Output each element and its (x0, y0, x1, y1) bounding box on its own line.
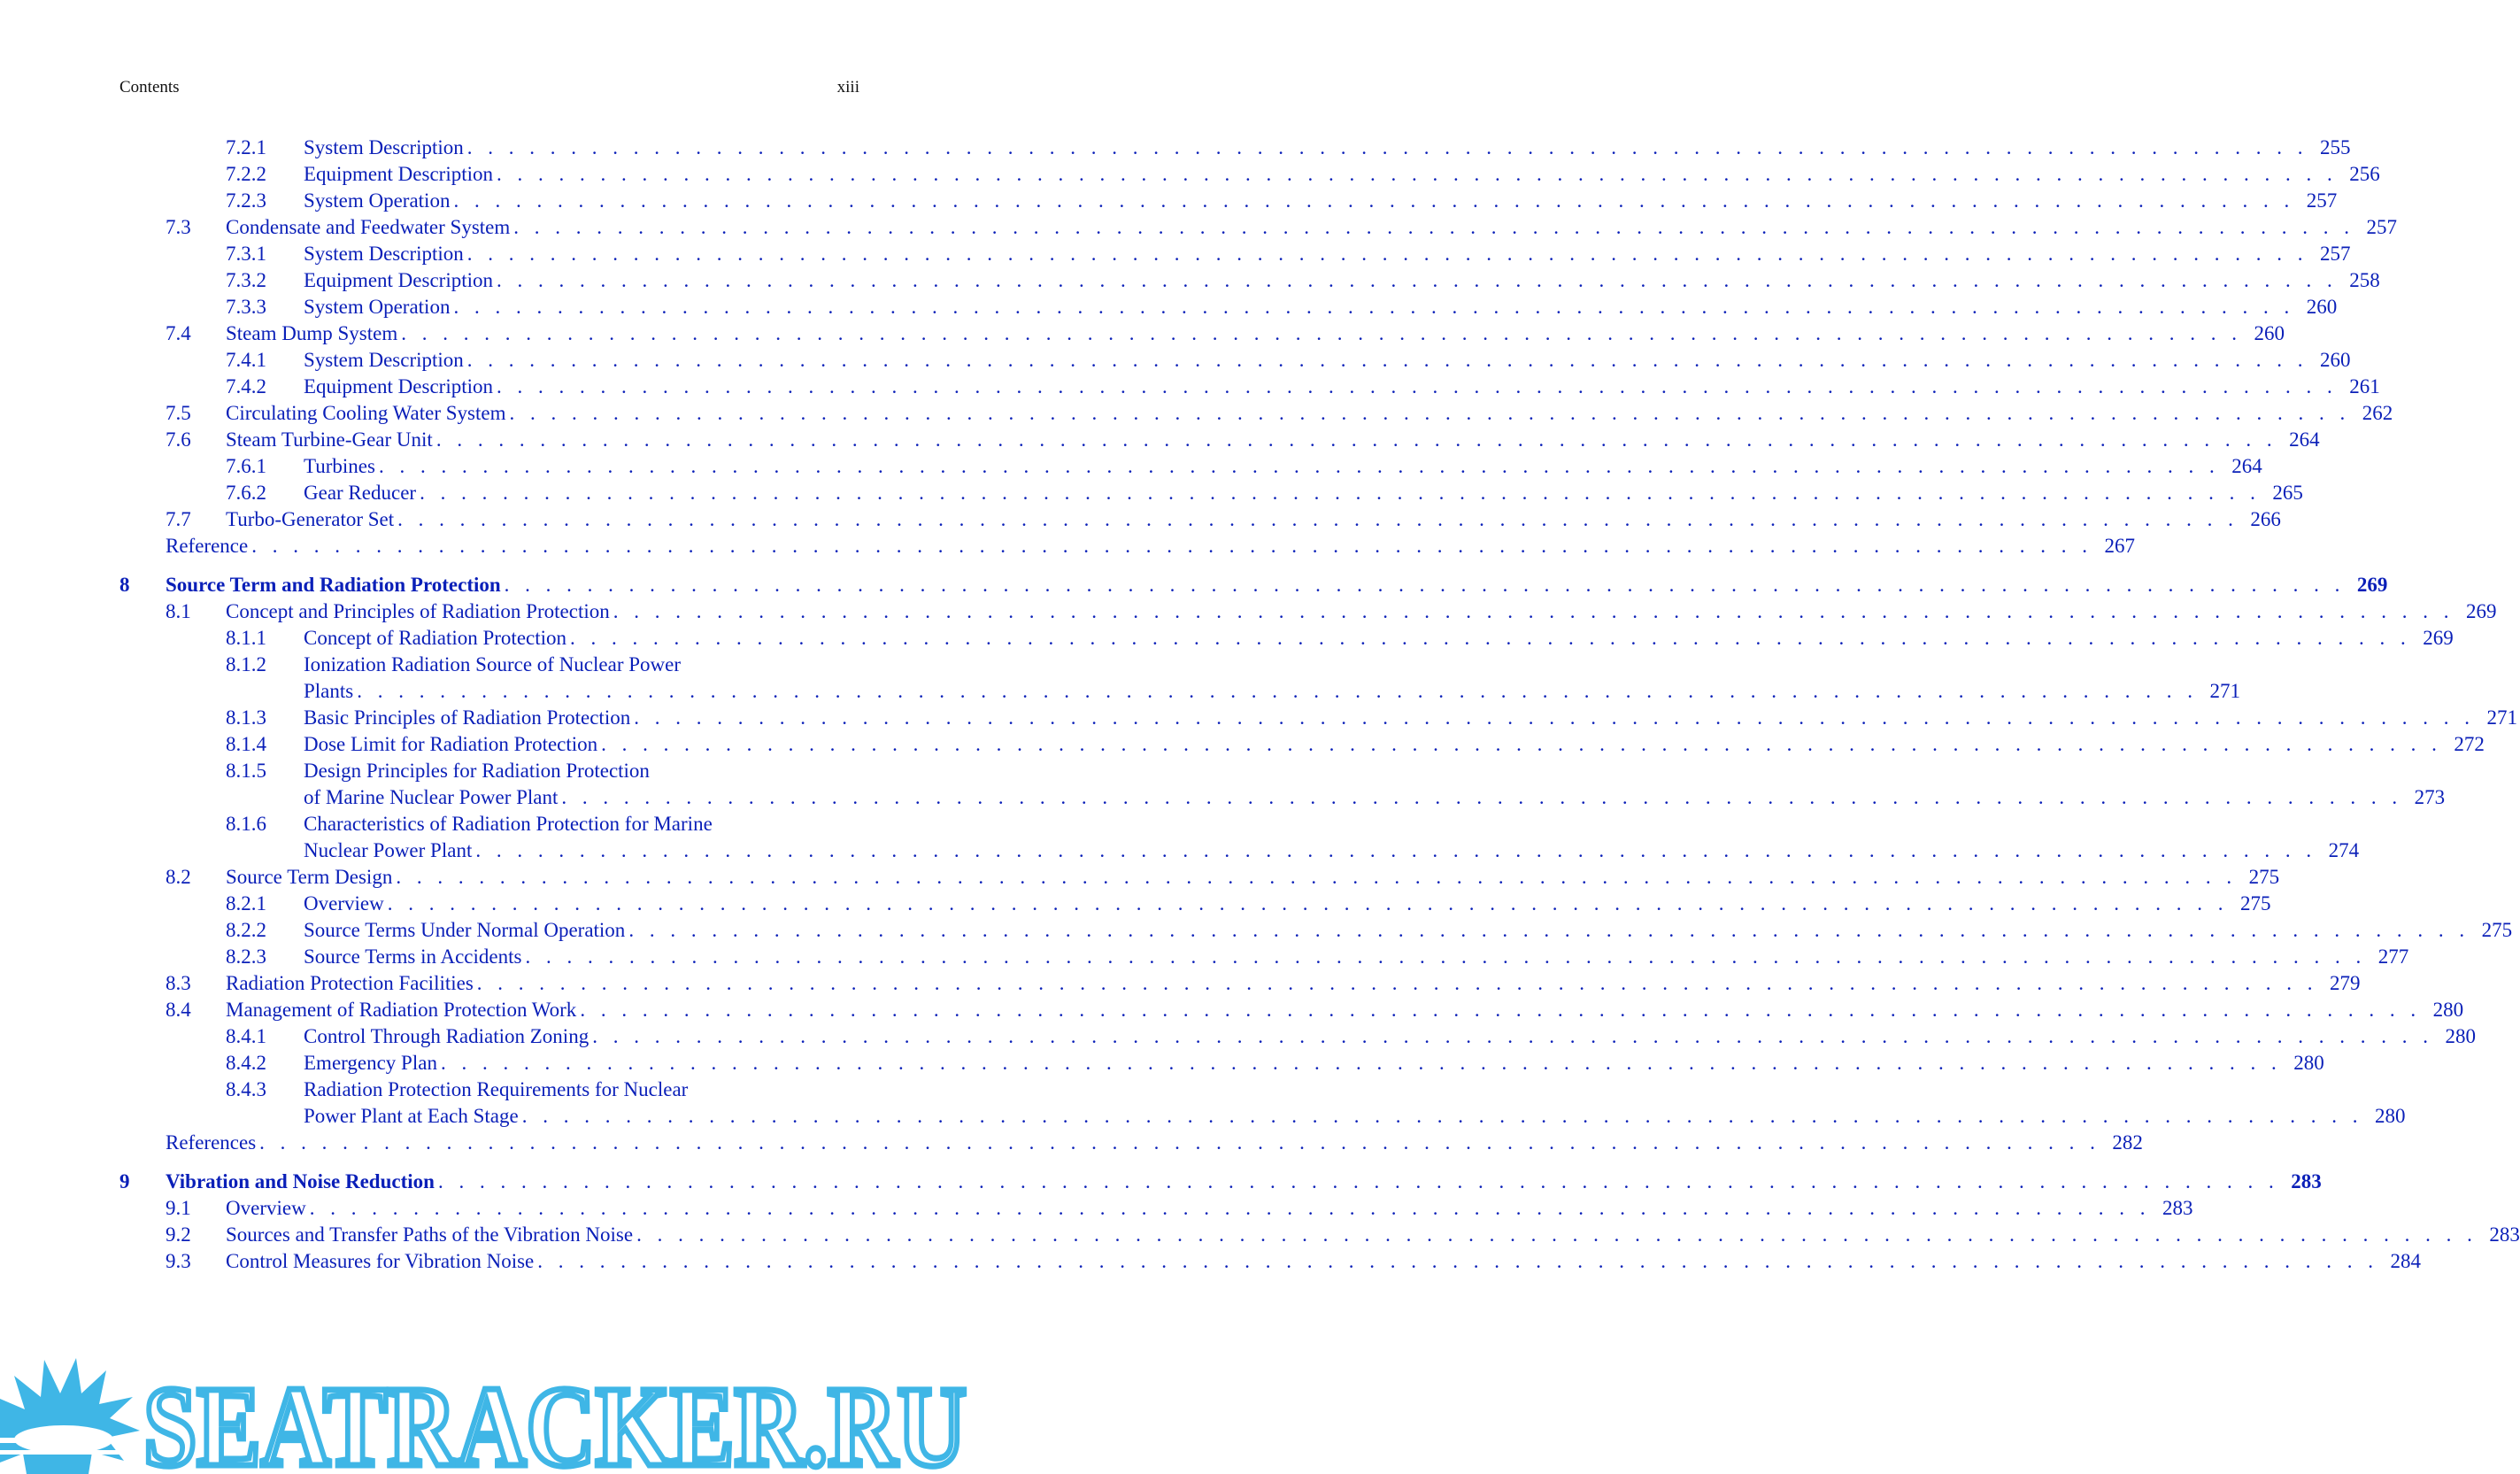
toc-page: 284 (2390, 1250, 2421, 1272)
toc-entry-continuation[interactable] (0, 678, 2240, 705)
toc-entry[interactable] (0, 1195, 2193, 1222)
toc-entry[interactable] (0, 427, 2320, 453)
toc-entry[interactable] (0, 705, 2517, 731)
toc-chapter-9[interactable] (0, 1169, 2322, 1195)
toc-page: 269 (2465, 600, 2497, 622)
toc-number: 8.2.2 (226, 919, 266, 941)
toc-entry[interactable] (0, 135, 2351, 161)
toc-number: 7.6.2 (226, 482, 266, 504)
toc-entry[interactable] (0, 598, 2497, 625)
toc-entry[interactable] (0, 453, 2262, 480)
toc-title: Control Measures for Vibration Noise (226, 1250, 535, 1272)
toc-number: 7.4.1 (226, 349, 266, 371)
toc-entry[interactable] (0, 480, 2303, 506)
toc-title: Condensate and Feedwater System (226, 216, 511, 238)
toc-title: Concept and Principles of Radiation Protection (226, 600, 610, 622)
toc-entry[interactable] (0, 1248, 2421, 1275)
toc-chapter-title: Source Term and Radiation Protection (166, 574, 501, 596)
toc-title: Source Term Design (226, 866, 393, 888)
toc-page: 260 (2306, 296, 2338, 318)
toc-title: System Description (304, 136, 464, 158)
toc-number: 8.4.3 (226, 1078, 266, 1100)
toc-page: 257 (2306, 189, 2338, 212)
toc-number: 9.3 (166, 1250, 191, 1272)
toc-title: Plants (304, 680, 354, 702)
toc-entry[interactable] (0, 944, 2409, 970)
toc-chapter-title: Vibration and Noise Reduction (166, 1170, 435, 1192)
watermark-logo (0, 1354, 972, 1474)
toc-page: 260 (2320, 349, 2351, 371)
toc-page: 271 (2486, 706, 2517, 729)
toc-title: Steam Dump System (226, 322, 398, 344)
toc-page: 280 (2445, 1025, 2476, 1047)
toc-page: 273 (2414, 786, 2446, 808)
toc-page: 264 (2231, 455, 2262, 477)
toc-entry[interactable] (0, 347, 2351, 374)
toc-title: Power Plant at Each Stage (304, 1105, 519, 1127)
toc-page: 256 (2349, 163, 2380, 185)
toc-page: 267 (2104, 535, 2135, 557)
toc-title: Source Terms Under Normal Operation (304, 919, 626, 941)
toc-title: Nuclear Power Plant (304, 839, 473, 861)
toc-title: System Operation (304, 189, 451, 212)
toc-title: Turbo-Generator Set (226, 508, 395, 530)
toc-number: 8.1.6 (226, 813, 266, 835)
toc-title: Control Through Radiation Zoning (304, 1025, 590, 1047)
toc-title: Dose Limit for Radiation Protection (304, 733, 598, 755)
toc-page: 280 (2432, 999, 2464, 1021)
toc-number: 8.1.4 (226, 733, 266, 755)
toc-entry[interactable] (0, 214, 2398, 241)
toc-title: Circulating Cooling Water System (226, 402, 506, 424)
toc-title: References (166, 1131, 257, 1154)
toc-page: 272 (2454, 733, 2485, 755)
toc-entry[interactable] (0, 652, 972, 678)
toc-entry[interactable] (0, 267, 2380, 294)
toc-entry[interactable] (0, 1130, 2143, 1156)
toc-page: 282 (2112, 1131, 2143, 1154)
toc-entry-continuation[interactable] (0, 1103, 2406, 1130)
toc-page: 264 (2289, 428, 2320, 451)
toc-number: 8.2.3 (226, 945, 266, 968)
toc-number: 7.2.2 (226, 163, 266, 185)
toc-number: 7.5 (166, 402, 191, 424)
toc-title-line: Characteristics of Radiation Protection for Marine (304, 813, 713, 835)
toc-title: Turbines (304, 455, 375, 477)
toc-number: 8.3 (166, 972, 191, 994)
toc-title: Gear Reducer (304, 482, 417, 504)
toc-page: 275 (2481, 919, 2513, 941)
toc-page: 283 (2291, 1170, 2322, 1192)
toc-page: 283 (2489, 1223, 2520, 1246)
toc-number: 7.4.2 (226, 375, 266, 397)
toc-chapter-number: 8 (119, 574, 130, 596)
toc-page: 277 (2377, 945, 2409, 968)
toc-title: System Operation (304, 296, 451, 318)
toc-page: 265 (2272, 482, 2303, 504)
toc-title-line: Radiation Protection Requirements for Nuclear (304, 1078, 689, 1100)
toc-entry[interactable] (0, 970, 2361, 997)
toc-title: Management of Radiation Protection Work (226, 999, 577, 1021)
toc-entry[interactable] (0, 294, 2338, 320)
toc-page: 262 (2362, 402, 2393, 424)
toc-title: Equipment Description (304, 375, 493, 397)
toc-title: Equipment Description (304, 269, 493, 291)
page-number: xiii (836, 78, 859, 96)
toc-page: 275 (2248, 866, 2280, 888)
toc-entry[interactable] (0, 864, 2280, 891)
toc-chapter-8[interactable] (0, 572, 2388, 598)
toc-number: 7.6.1 (226, 455, 266, 477)
toc-number: 7.3.3 (226, 296, 266, 318)
toc-page: 271 (2209, 680, 2240, 702)
toc-entry[interactable] (0, 161, 2380, 188)
toc-entry[interactable] (0, 533, 2135, 560)
toc-page: 275 (2239, 892, 2271, 914)
toc-number: 7.3.2 (226, 269, 266, 291)
toc-page: 261 (2349, 375, 2380, 397)
toc-entry[interactable] (0, 1023, 2476, 1050)
toc-page: 269 (2356, 574, 2388, 596)
toc-page: 255 (2320, 136, 2351, 158)
toc-number: 8.1.5 (226, 760, 266, 782)
toc-entry[interactable] (0, 731, 2485, 758)
toc-title: System Description (304, 243, 464, 265)
toc-page: 274 (2328, 839, 2360, 861)
toc-number: 9.2 (166, 1223, 191, 1246)
toc-entry[interactable] (0, 374, 2380, 400)
toc-entry[interactable] (0, 917, 2513, 944)
toc-entry[interactable] (0, 758, 972, 784)
toc-number: 8.1.3 (226, 706, 266, 729)
toc-page: 283 (2162, 1197, 2193, 1219)
toc-page: 258 (2349, 269, 2380, 291)
watermark (0, 1354, 972, 1474)
toc-entry[interactable] (0, 320, 2285, 347)
toc-entry[interactable] (0, 891, 2271, 917)
toc-page: 280 (2293, 1052, 2324, 1074)
toc-page: 257 (2366, 216, 2398, 238)
toc-number: 7.2.3 (226, 189, 266, 212)
toc-entry[interactable] (0, 811, 972, 837)
toc-title: Source Terms in Accidents (304, 945, 522, 968)
sunburst-icon (0, 1358, 142, 1474)
toc-entry-continuation[interactable] (0, 784, 2446, 811)
toc-title: Radiation Protection Facilities (226, 972, 474, 994)
toc-title-line: Ionization Radiation Source of Nuclear Power (304, 653, 682, 675)
toc-number: 7.2.1 (226, 136, 266, 158)
toc-entry[interactable] (0, 1222, 2520, 1248)
toc-title: of Marine Nuclear Power Plant (304, 786, 559, 808)
toc-title: Overview (226, 1197, 306, 1219)
toc-page: 269 (2423, 627, 2454, 649)
toc-entry[interactable] (0, 625, 2454, 652)
toc-title: Concept of Radiation Protection (304, 627, 567, 649)
toc-title: Steam Turbine-Gear Unit (226, 428, 433, 451)
toc-number: 9.1 (166, 1197, 191, 1219)
toc-entry-continuation[interactable] (0, 837, 2360, 864)
toc-title: Basic Principles of Radiation Protection (304, 706, 631, 729)
toc-number: 8.1.2 (226, 653, 266, 675)
toc-number: 7.4 (166, 322, 191, 344)
toc-number: 8.4.2 (226, 1052, 266, 1074)
toc-page: 279 (2330, 972, 2361, 994)
toc-page: 257 (2320, 243, 2351, 265)
toc-number: 7.7 (166, 508, 191, 530)
toc-page: 260 (2254, 322, 2285, 344)
toc-number: 8.4 (166, 999, 191, 1021)
toc-entry[interactable] (0, 188, 2338, 214)
toc-number: 7.3.1 (226, 243, 266, 265)
toc-title: Equipment Description (304, 163, 493, 185)
toc-title-line: Design Principles for Radiation Protection (304, 760, 650, 782)
running-head-title: Contents (119, 78, 180, 96)
toc-entry[interactable] (0, 506, 2281, 533)
toc-number: 8.1 (166, 600, 191, 622)
running-head (119, 78, 859, 99)
toc-page: 280 (2374, 1105, 2406, 1127)
toc-page: 266 (2250, 508, 2281, 530)
toc-entry[interactable] (0, 1050, 2324, 1077)
watermark-text: SEATRACKER.RU (143, 1363, 967, 1474)
toc-number: 7.3 (166, 216, 191, 238)
toc-number: 8.1.1 (226, 627, 266, 649)
toc-entry[interactable] (0, 997, 2464, 1023)
toc-title: Overview (304, 892, 384, 914)
toc-number: 8.2.1 (226, 892, 266, 914)
toc-number: 7.6 (166, 428, 191, 451)
toc-number: 8.2 (166, 866, 191, 888)
toc-chapter-number: 9 (119, 1170, 130, 1192)
toc-entry[interactable] (0, 400, 2393, 427)
toc-entry[interactable] (0, 241, 2351, 267)
toc-title: Reference (166, 535, 249, 557)
toc-title: System Description (304, 349, 464, 371)
toc-title: Emergency Plan (304, 1052, 437, 1074)
toc-entry[interactable] (0, 1077, 972, 1103)
toc-title: Sources and Transfer Paths of the Vibration Noise (226, 1223, 634, 1246)
toc-number: 8.4.1 (226, 1025, 266, 1047)
